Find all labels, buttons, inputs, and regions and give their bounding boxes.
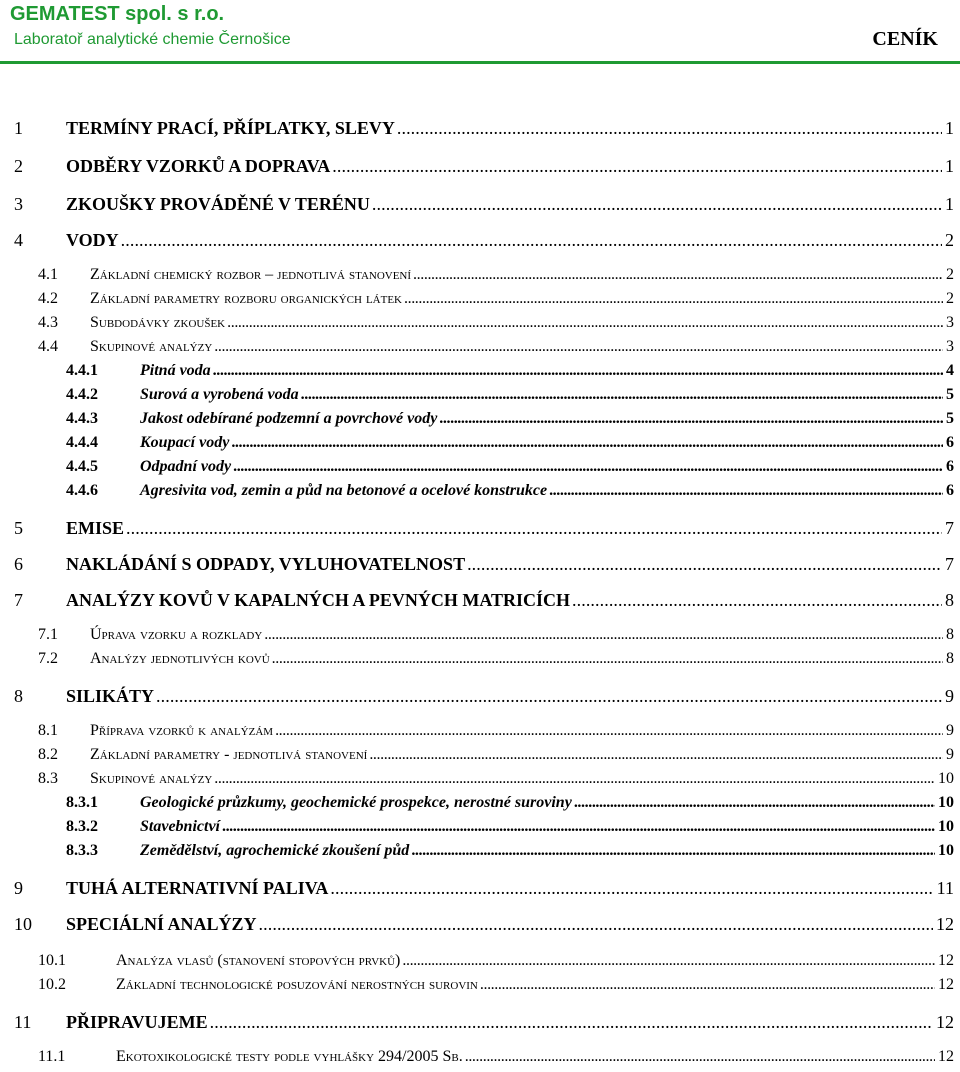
toc-page-number: 2: [946, 290, 954, 307]
dot-leader: [259, 914, 933, 935]
toc-page-number: 9: [946, 746, 954, 763]
toc-page-number: 5: [946, 410, 954, 427]
toc-page-number: 9: [946, 722, 954, 739]
toc-title: Ekotoxikologické testy podle vyhlášky 294/2005 Sb.: [116, 1048, 463, 1065]
toc-number: 8.3: [38, 770, 58, 787]
toc-entry[interactable]: [0, 818, 960, 842]
toc-entry[interactable]: [0, 410, 960, 434]
toc-title: Základní technologické posuzování nerostných surovin: [116, 976, 478, 993]
toc-number: 8.1: [38, 722, 58, 739]
toc-title: VODY: [66, 230, 119, 250]
dot-leader: [214, 338, 943, 356]
dot-leader: [156, 686, 942, 707]
toc-page-number: 12: [936, 914, 954, 934]
dot-leader: [264, 626, 943, 644]
dot-leader: [549, 482, 943, 500]
dot-leader: [439, 410, 943, 428]
toc-number: 3: [14, 194, 23, 214]
toc-entry[interactable]: [0, 746, 960, 770]
toc-title: Základní parametry rozboru organických látek: [90, 290, 402, 307]
toc-page-number: 7: [945, 554, 954, 574]
dot-leader: [301, 386, 943, 404]
toc-entry[interactable]: [0, 518, 960, 542]
toc-title: ODBĚRY VZORKŮ A DOPRAVA: [66, 156, 331, 176]
toc-page-number: 6: [946, 434, 954, 451]
toc-page-number: 10: [938, 770, 954, 787]
toc-page-number: 2: [945, 230, 954, 250]
toc-title: PŘIPRAVUJEME: [66, 1012, 208, 1032]
toc-entry[interactable]: [0, 386, 960, 410]
toc-entry[interactable]: [0, 290, 960, 314]
toc-page-number: 5: [946, 386, 954, 403]
toc-title: Základní chemický rozbor – jednotlivá stanovení: [90, 266, 412, 283]
toc-page-number: 10: [938, 794, 954, 811]
toc-number: 9: [14, 878, 23, 898]
toc-title: Surová a vyrobená voda: [140, 386, 299, 403]
toc-title: Odpadní vody: [140, 458, 232, 475]
toc-entry[interactable]: [0, 590, 960, 614]
dot-leader: [372, 194, 942, 215]
toc-number: 8.3.3: [66, 842, 98, 859]
toc-title: ANALÝZY KOVŮ V KAPALNÝCH A PEVNÝCH MATRICÍCH: [66, 590, 571, 610]
toc-page-number: 1: [945, 118, 954, 138]
toc-entry[interactable]: [0, 338, 960, 362]
toc-number: 7.2: [38, 650, 58, 667]
toc-entry[interactable]: [0, 1048, 960, 1072]
toc-page-number: 8: [945, 590, 954, 610]
toc-entry[interactable]: [0, 230, 960, 254]
toc-entry[interactable]: [0, 482, 960, 506]
toc-title: Příprava vzorků k analýzám: [90, 722, 274, 739]
toc-entry[interactable]: [0, 314, 960, 338]
toc-number: 4.4.2: [66, 386, 98, 403]
toc-title: Analýza vlasů (stanovení stopových prvků): [116, 952, 401, 969]
dot-leader: [413, 266, 943, 284]
toc-entry[interactable]: [0, 362, 960, 386]
toc-entry[interactable]: [0, 794, 960, 818]
dot-leader: [121, 230, 942, 251]
toc-entry[interactable]: [0, 458, 960, 482]
toc-number: 4.4.3: [66, 410, 98, 427]
toc-entry[interactable]: [0, 878, 960, 902]
toc-title: NAKLÁDÁNÍ S ODPADY, VYLUHOVATELNOST: [66, 554, 466, 574]
dot-leader: [231, 434, 943, 452]
dot-leader: [467, 554, 942, 575]
toc-number: 8.3.2: [66, 818, 98, 835]
toc-entry[interactable]: [0, 156, 960, 180]
toc-number: 4.1: [38, 266, 58, 283]
toc-number: 4.4.6: [66, 482, 98, 499]
toc-title: TERMÍNY PRACÍ, PŘÍPLATKY, SLEVY: [66, 118, 395, 138]
dot-leader: [369, 746, 943, 764]
toc-entry[interactable]: [0, 118, 960, 142]
dot-leader: [213, 362, 943, 380]
toc-page-number: 4: [946, 362, 954, 379]
toc-title: Skupinové analýzy: [90, 770, 213, 787]
dot-leader: [210, 1012, 933, 1033]
dot-leader: [214, 770, 935, 788]
toc-number: 4.4.1: [66, 362, 98, 379]
toc-entry[interactable]: [0, 266, 960, 290]
toc-entry[interactable]: [0, 650, 960, 674]
toc-page-number: 3: [946, 314, 954, 331]
toc-title: SILIKÁTY: [66, 686, 155, 706]
toc-entry[interactable]: [0, 914, 960, 938]
toc-number: 10.1: [38, 952, 66, 969]
toc-number: 11: [14, 1012, 32, 1032]
toc-number: 2: [14, 156, 23, 176]
dot-leader: [272, 650, 943, 668]
toc-title: Pitná voda: [140, 362, 211, 379]
toc-page-number: 10: [938, 842, 954, 859]
toc-number: 4.2: [38, 290, 58, 307]
toc-number: 1: [14, 118, 23, 138]
document-title: CENÍK: [872, 28, 938, 50]
dot-leader: [480, 976, 935, 994]
dot-leader: [411, 842, 935, 860]
toc-title: SPECIÁLNÍ ANALÝZY: [66, 914, 257, 934]
toc-title: Agresivita vod, zemin a půd na betonové a ocelové konstrukce: [140, 482, 548, 499]
toc-number: 7.1: [38, 626, 58, 643]
toc-entry[interactable]: [0, 770, 960, 794]
toc-entry[interactable]: [0, 722, 960, 746]
toc-page-number: 12: [938, 976, 954, 993]
toc-entry[interactable]: [0, 554, 960, 578]
toc-number: 4.4.5: [66, 458, 98, 475]
toc-title: Základní parametry - jednotlivá stanovení: [90, 746, 368, 763]
toc-number: 4: [14, 230, 23, 250]
dot-leader: [574, 794, 935, 812]
toc-entry[interactable]: [0, 952, 960, 976]
dot-leader: [465, 1048, 935, 1066]
toc-entry[interactable]: [0, 842, 960, 866]
toc-number: 5: [14, 518, 23, 538]
toc-number: 11.1: [38, 1048, 66, 1065]
toc-page-number: 11: [936, 878, 954, 898]
toc-page-number: 12: [936, 1012, 954, 1032]
toc-entry[interactable]: [0, 626, 960, 650]
toc-title: Zemědělství, agrochemické zkoušení půd: [140, 842, 410, 859]
toc-page-number: 2: [946, 266, 954, 283]
toc-page-number: 6: [946, 458, 954, 475]
toc-title: Analýzy jednotlivých kovů: [90, 650, 270, 667]
company-name: GEMATEST spol. s r.o.: [10, 3, 225, 25]
toc-number: 8.2: [38, 746, 58, 763]
toc-entry[interactable]: [0, 194, 960, 218]
dot-leader: [332, 156, 942, 177]
toc-number: 10.2: [38, 976, 66, 993]
toc-title: Jakost odebírané podzemní a povrchové vody: [140, 410, 438, 427]
toc-entry[interactable]: [0, 1012, 960, 1036]
toc-title: Koupací vody: [140, 434, 230, 451]
toc-number: 7: [14, 590, 23, 610]
toc-page-number: 7: [945, 518, 954, 538]
dot-leader: [227, 314, 943, 332]
toc-title: ZKOUŠKY PROVÁDĚNÉ V TERÉNU: [66, 194, 370, 214]
laboratory-name: Laboratoř analytické chemie Černošice: [14, 31, 291, 48]
dot-leader: [404, 290, 943, 308]
dot-leader: [233, 458, 943, 476]
dot-leader: [126, 518, 942, 539]
toc-title: Geologické průzkumy, geochemické prospekce, nerostné suroviny: [140, 794, 572, 811]
toc-number: 10: [14, 914, 32, 934]
dot-leader: [330, 878, 933, 899]
toc-page-number: 1: [945, 156, 954, 176]
dot-leader: [572, 590, 942, 611]
toc-page-number: 12: [938, 952, 954, 969]
dot-leader: [402, 952, 935, 970]
toc-page-number: 12: [938, 1048, 954, 1065]
toc-number: 8: [14, 686, 23, 706]
toc-page-number: 8: [946, 626, 954, 643]
toc-page-number: 1: [945, 194, 954, 214]
dot-leader: [222, 818, 935, 836]
dot-leader: [397, 118, 942, 139]
toc-entry[interactable]: [0, 686, 960, 710]
dot-leader: [275, 722, 943, 740]
toc-page-number: 9: [945, 686, 954, 706]
toc-number: 8.3.1: [66, 794, 98, 811]
toc-title: Skupinové analýzy: [90, 338, 213, 355]
toc-page-number: 3: [946, 338, 954, 355]
toc-entry[interactable]: [0, 976, 960, 1000]
toc-entry[interactable]: [0, 434, 960, 458]
toc-title: TUHÁ ALTERNATIVNÍ PALIVA: [66, 878, 329, 898]
toc-page-number: 8: [946, 650, 954, 667]
toc-page-number: 6: [946, 482, 954, 499]
toc-number: 4.4.4: [66, 434, 98, 451]
toc-title: EMISE: [66, 518, 125, 538]
toc-title: Stavebnictví: [140, 818, 220, 835]
toc-number: 4.4: [38, 338, 58, 355]
toc-title: Úprava vzorku a rozklady: [90, 626, 263, 643]
toc-number: 6: [14, 554, 23, 574]
toc-page-number: 10: [938, 818, 954, 835]
toc-number: 4.3: [38, 314, 58, 331]
toc-title: Subdodávky zkoušek: [90, 314, 226, 331]
